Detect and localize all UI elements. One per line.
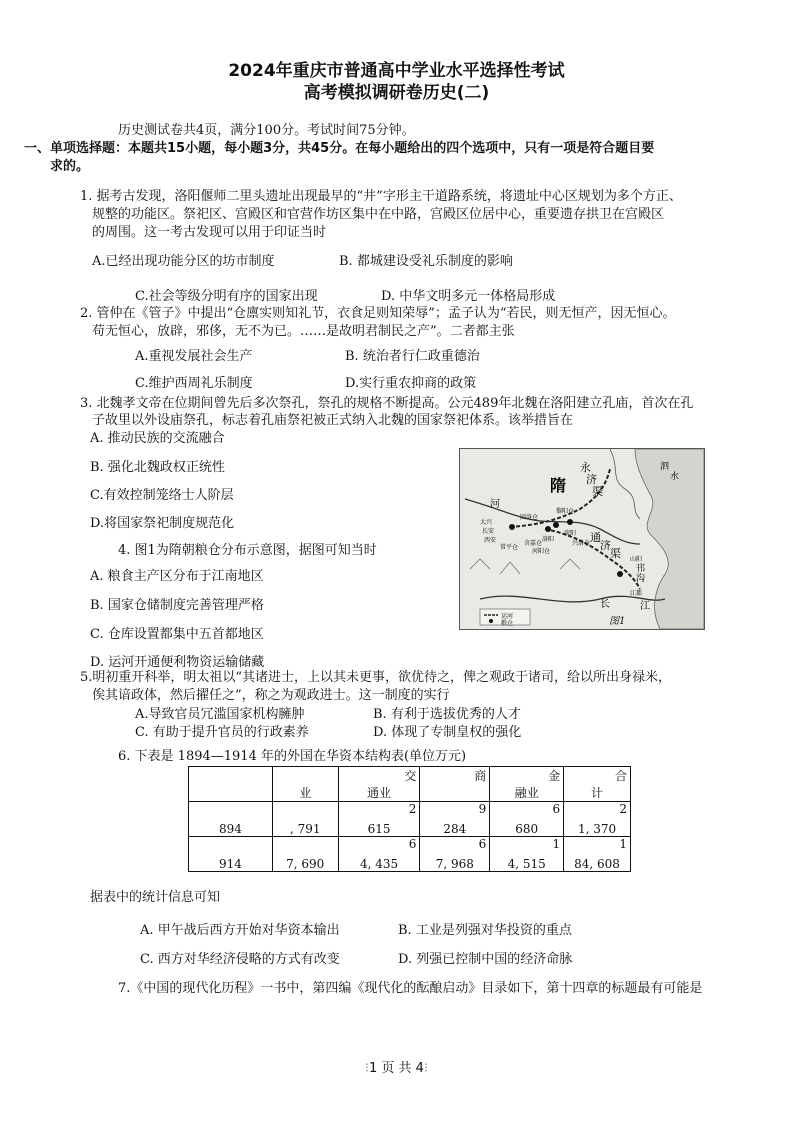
table-cell: 914 xyxy=(189,837,273,872)
city-label: 荥阳 xyxy=(564,530,577,537)
q5-option-b[interactable]: B. 有利于选拔优秀的人才 xyxy=(373,707,521,722)
granary-marker xyxy=(567,519,573,525)
q3-stem-line: 3. 北魏孝文帝在位期间曾先后多次祭孔，祭孔的规格不断提高。公元489年北魏在洛阳建立孔庙，首次在孔 xyxy=(80,396,694,411)
q2-stem-line: 2. 管仲在《管子》中提出“仓廪实则知礼节，衣食足则知荣辱”；孟子认为“若民，则无恒产，因无恒心。 xyxy=(80,306,676,321)
q5-option-d[interactable]: D. 体现了专制皇权的强化 xyxy=(373,725,522,740)
legend-granary: 粮仓 xyxy=(501,620,514,627)
q5-stem-line: 5.明初重开科举，明太祖以“其诸进士，上以其未更事，欲优待之，俾之观政于诸司，给以所出身禄米， xyxy=(80,670,672,685)
q5-option-c[interactable]: C. 有助于提升官员的行政素养 xyxy=(135,725,309,740)
table-cell: 7, 690 xyxy=(272,837,338,872)
q6-option-c[interactable]: C. 西方对华经济侵略的方式有改变 xyxy=(140,952,340,967)
q2-option-a[interactable]: A.重视发展社会生产 xyxy=(135,349,253,364)
river-label: 河 xyxy=(490,499,500,510)
capital-structure-table xyxy=(188,766,631,872)
q1-option-d[interactable]: D. 中华文明多元一体格局形成 xyxy=(381,289,556,304)
map-drawing xyxy=(460,449,704,629)
granary-marker xyxy=(509,524,515,530)
table-header-cell: 业 xyxy=(272,767,338,802)
q2-stem-line: 苟无恒心，放辟，邪侈，无不为已。……是故明君制民之产”。二者都主张 xyxy=(92,324,515,339)
table-cell: 1 84, 608 xyxy=(564,837,631,872)
table-cell: 6 7, 968 xyxy=(420,837,490,872)
river-label: 渠 xyxy=(592,485,603,498)
table-cell: 894 xyxy=(189,802,273,837)
table-cell: 2 1, 370 xyxy=(564,802,631,837)
q4-option-d[interactable]: D. 运河开通便利物资运输储藏 xyxy=(90,655,265,670)
q3-option-b[interactable]: B. 强化北魏政权正统性 xyxy=(90,460,225,475)
q5-option-a[interactable]: A.导致官员冗滥国家机构臃肿 xyxy=(135,707,305,722)
city-label: 江都 xyxy=(630,590,643,597)
q4-option-c[interactable]: C. 仓库设置都集中五首都地区 xyxy=(90,627,264,642)
q4-option-a[interactable]: A. 粮食主产区分布于江南地区 xyxy=(90,569,264,584)
table-cell: 6 4, 435 xyxy=(338,837,420,872)
legend-canal: 运河 xyxy=(501,613,514,620)
title-line-1: 2024年重庆市普通高中学业水平选择性考试 xyxy=(228,61,565,81)
q2-option-d[interactable]: D.实行重农抑商的政策 xyxy=(345,376,477,391)
table-cell: , 791 xyxy=(272,802,338,837)
table-header-cell: 商 xyxy=(420,767,490,802)
granary-marker xyxy=(545,526,551,532)
river-label: 江 xyxy=(640,601,650,612)
granary-label: 兴洛仓 xyxy=(572,540,591,547)
granary-label: 河阳仓 xyxy=(532,548,551,555)
q1-option-b[interactable]: B. 都城建设受礼乐制度的影响 xyxy=(339,254,513,269)
river-label: 济 xyxy=(600,539,611,552)
q1-stem-line: 1. 据考古发现，洛阳偃师二里头遗址出现最早的“井”字形主干道路系统，将遗址中心区规划为多个方正、 xyxy=(80,189,682,204)
river-label: 水 xyxy=(670,472,680,482)
q3-option-d[interactable]: D.将国家祭祀制度规范化 xyxy=(90,516,235,531)
granary-marker xyxy=(617,571,623,577)
title-line-2: 高考模拟调研卷历史(二) xyxy=(303,83,490,103)
granary-label: 黎阳仓 xyxy=(556,508,575,515)
sui-granary-map xyxy=(459,448,705,630)
q1-stem-line: 规整的功能区。祭祀区、宫殿区和官营作坊区集中在中路，宫殿区位居中心，重要遗存拱卫在宫殿区 xyxy=(92,207,665,222)
q6-option-b[interactable]: B. 工业是列强对华投资的重点 xyxy=(398,923,572,938)
granary-marker xyxy=(553,522,559,528)
river-label: 永 xyxy=(580,461,591,474)
q6-stem: 6. 下表是 1894—1914 年的外国在华资本结构表(单位万元) xyxy=(118,749,467,764)
intro-text: 历史测试卷共4页，满分100分。考试时间75分钟。 xyxy=(118,123,415,138)
q3-option-c[interactable]: C.有效控制笼络士人阶层 xyxy=(90,488,234,503)
river-label: 沟 xyxy=(636,574,646,584)
table-row xyxy=(189,802,631,837)
city-label: 山阳 xyxy=(630,556,643,563)
q1-option-c[interactable]: C.社会等级分明有序的国家出现 xyxy=(135,289,318,304)
river-label: 渠 xyxy=(610,547,621,560)
granary-label: 常平仓 xyxy=(500,544,519,551)
table-cell: 6 680 xyxy=(490,802,564,837)
table-cell: 9 284 xyxy=(420,802,490,837)
q4-stem: 4. 图1为隋朝粮仓分布示意图，据图可知当时 xyxy=(118,543,377,558)
river-label: 通 xyxy=(590,531,601,544)
river-label: 长 xyxy=(600,599,610,610)
table-header-cell: 金 融业 xyxy=(490,767,564,802)
river-label: 泗 xyxy=(660,462,670,472)
river-label: 邗 xyxy=(636,564,646,574)
map-caption: 图1 xyxy=(609,616,626,627)
city-label: 长安 xyxy=(482,528,495,535)
table-header-cell: 合 计 xyxy=(564,767,631,802)
q6-option-d[interactable]: D. 列强已控制中国的经济命脉 xyxy=(398,952,573,967)
q7-stem: 7.《中国的现代化历程》一书中，第四编《现代化的酝酿启动》目录如下，第十四章的标题最有可能是 xyxy=(118,981,703,996)
q4-option-b[interactable]: B. 国家仓储制度完善管理严格 xyxy=(90,598,264,613)
page-number: ⁝1 页 共 4⁝ xyxy=(364,1061,429,1076)
q2-option-b[interactable]: B. 统治者行仁政重德治 xyxy=(345,349,480,364)
table-header-cell xyxy=(189,767,273,802)
section-heading-cont: 求的。 xyxy=(50,159,90,174)
q3-stem-line: 子故里以外设庙祭孔，标志着孔庙祭祀被正式纳入北魏的国家祭祀体系。该举措旨在 xyxy=(92,413,574,428)
river-label: 济 xyxy=(586,473,597,486)
table-header-row xyxy=(189,767,631,802)
table-header-cell: 交 通业 xyxy=(338,767,420,802)
q6-option-a[interactable]: A. 甲午战后西方开始对华资本输出 xyxy=(140,923,340,938)
table-row xyxy=(189,837,631,872)
q1-stem-line: 的周围。这一考古发现可以用于印证当时 xyxy=(92,225,327,240)
dynasty-label: 隋 xyxy=(550,476,567,495)
table-cell: 1 4, 515 xyxy=(490,837,564,872)
city-label: 西安 xyxy=(484,537,497,544)
table-cell: 2 615 xyxy=(338,802,420,837)
section-heading: 一、单项选择题：本题共15小题，每小题3分，共45分。在每小题给出的四个选项中，只有一项是符合题目要 xyxy=(24,141,655,156)
city-label: 大兴 xyxy=(480,519,493,526)
q5-stem-line: 俟其谙政体，然后擢任之”，称之为观政进士。这一制度的实行 xyxy=(92,688,450,703)
q6-after-text: 据表中的统计信息可知 xyxy=(90,890,221,905)
q3-option-a[interactable]: A. 推动民族的交流融合 xyxy=(90,431,225,446)
granary-label: 回洛仓 xyxy=(520,514,539,521)
q1-option-a[interactable]: A.已经出现功能分区的坊市制度 xyxy=(92,254,275,269)
city-label: 洛阳 xyxy=(542,536,555,543)
granary-label: 含嘉仓 xyxy=(524,540,543,547)
q2-option-c[interactable]: C.维护西周礼乐制度 xyxy=(135,376,253,391)
